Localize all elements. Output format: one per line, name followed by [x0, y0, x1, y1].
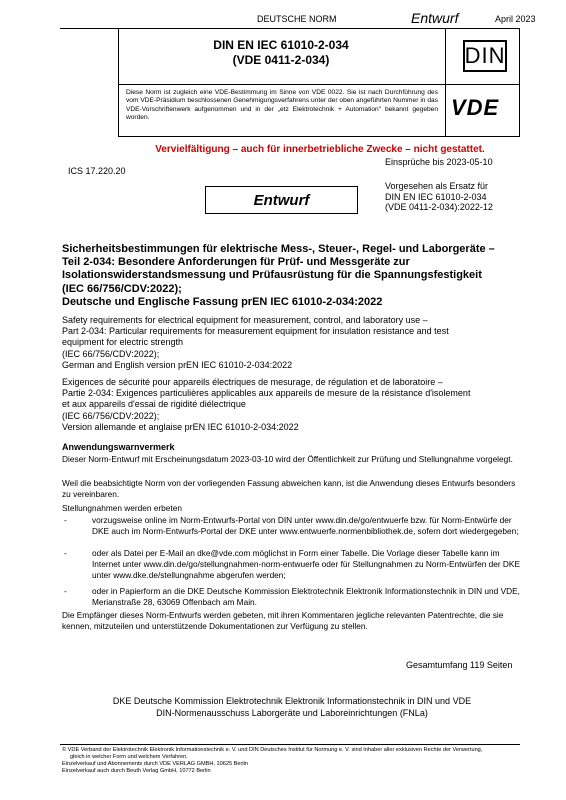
title-french-line: et aux appareils d'essai de rigidité diélectrique [62, 399, 246, 410]
ics-code: ICS 17.220.20 [68, 166, 126, 176]
box-divider-horizontal [119, 84, 519, 85]
title-french-line: Exigences de sécurité pour appareils électriques de mesurage, de régulation et de laboratoire – [62, 377, 443, 387]
replacement-note-line: Vorgesehen als Ersatz für [385, 181, 489, 191]
comments-requested: Stellungnahmen werden erbeten [62, 503, 182, 513]
committee-line: DKE Deutsche Kommission Elektrotechnik Elektronik Informationstechnik in DIN und VDE [112, 696, 472, 706]
title-french-line: (IEC 66/756/CDV:2022); [62, 410, 160, 421]
draft-stamp: Entwurf [205, 186, 358, 214]
reproduction-warning: Vervielfältigung – auch für innerbetriebliche Zwecke – nicht gestattet. [155, 144, 485, 155]
vde-notice: Diese Norm ist zugleich eine VDE-Bestimmung im Sinne von VDE 0022. Sie ist nach Durchführung des vom VDE-Präsidium beschlossenen Genehmigungsverfahrens unter der oben angeführten Nummer in das VDE-Vorschriftenwerk aufgenommen und in der „etz Elektrotechnik + Automation" bekannt gegeben worden. [126, 89, 438, 121]
bullet-dash: - [64, 586, 67, 596]
list-item-text: vorzugsweise online im Norm-Entwurfs-Portal von DIN unter www.din.de/go/entwuerfe bzw. für Norm-Entwürfe der DKE auch im Norm-Entwurfs-Portal der DKE unter www.entwuerfe.normenbibliothek.de, sofern dort wiedergegeben; [92, 515, 519, 536]
title-german-line: Sicherheitsbestimmungen für elektrische Mess-, Steuer-, Regel- und Laborgeräte – [62, 243, 495, 255]
title-french [62, 377, 522, 433]
title-french-line: Version allemande et anglaise prEN IEC 61010-2-034:2022 [62, 421, 299, 432]
title-german-line: Teil 2-034: Besondere Anforderungen für Prüf- und Messgeräte zur [62, 256, 410, 269]
title-german-line: Isolationswiderstandsmessung und Prüfausrüstung für die Spannungsfestigkeit [62, 269, 482, 282]
copyright-line: gleich in welcher Form und welchem Verfahren. [70, 754, 188, 760]
application-warning-paragraph: Weil die beabsichtigte Norm von der vorliegenden Fassung abweichen kann, ist die Anwendung dieses Entwurfs besonders zu vereinbaren. [62, 478, 516, 499]
application-warning-paragraph: Dieser Norm-Entwurf mit Erscheinungsdatum 2023-03-10 wird der Öffentlichkeit zur Prüfung und Stellungnahme vorgelegt. [62, 454, 513, 464]
copyright-line: © VDE Verband der Elektrotechnik Elektronik Informationstechnik e. V. und DIN Deutsches Institut für Normung e. V. sind Inhaber aller exklusiven Rechte der Verwertung, [62, 747, 483, 753]
document-type: DEUTSCHE NORM [257, 14, 337, 24]
copyright-rule [60, 744, 520, 745]
objection-deadline: Einsprüche bis 2023-05-10 [385, 157, 493, 167]
draft-status: Entwurf [411, 10, 459, 26]
title-english-line: equipment for electric strength [62, 337, 184, 348]
replacement-note-line: (VDE 0411-2-034):2022-12 [385, 202, 493, 212]
list-item-text: oder als Datei per E-Mail an dke@vde.com möglichst in Form einer Tabelle. Die Vorlage dieser Tabelle kann im Internet unter www.din.de/go/stellungnahmen-norm-entwuerfe oder für Stellungnahmen zu Norm-Entwürfen der DKE unter www.dke.de/stellungnahme abgerufen werden; [92, 548, 520, 580]
title-english [62, 315, 522, 371]
page-count: Gesamtumfang 119 Seiten [406, 660, 513, 670]
vde-logo: VDE [451, 95, 500, 120]
title-english-line: Safety requirements for electrical equipment for measurement, control, and laboratory use – [62, 315, 428, 325]
box-divider-vertical [445, 28, 446, 136]
copyright-notice [62, 747, 524, 775]
bullet-dash: - [64, 548, 67, 558]
title-english-line: German and English version prEN IEC 61010-2-034:2022 [62, 359, 293, 370]
replacement-note [385, 181, 493, 213]
title-german-line: (IEC 66/756/CDV:2022); [62, 282, 182, 295]
publication-date: April 2023 [495, 14, 536, 24]
title-german-line: Deutsche und Englische Fassung prEN IEC 61010-2-034:2022 [62, 295, 383, 308]
bullet-dash: - [64, 515, 67, 525]
title-german [62, 243, 522, 309]
title-english-line: (IEC 66/756/CDV:2022); [62, 348, 160, 359]
committee-line: DIN-Normenausschuss Laborgeräte und Laboreinrichtungen (FNLa) [156, 707, 428, 718]
din-logo: DIN [463, 40, 507, 72]
committee-footer [62, 696, 522, 719]
standard-number-vde: (VDE 0411-2-034) [232, 53, 330, 67]
list-item-text: oder in Papierform an die DKE Deutsche Kommission Elektrotechnik Elektronik Informationstechnik in DIN und VDE, Merianstraße 28, 63069 Offenbach am Main. [92, 586, 520, 607]
replacement-note-line: DIN EN IEC 61010-2-034 [385, 191, 487, 202]
patent-notice: Die Empfänger dieses Norm-Entwurfs werden gebeten, mit ihren Kommentaren jegliche relevanten Patentrechte, die sie kennen, mitzuteilen und unterstützende Dokumentationen zur Verfügung zu stellen. [62, 610, 504, 631]
standard-number [118, 38, 444, 68]
standard-number-din: DIN EN IEC 61010-2-034 [213, 38, 349, 52]
copyright-line: Einzelverkauf auch durch Beuth Verlag GmbH, 10772 Berlin [62, 768, 211, 774]
title-english-line: Part 2-034: Particular requirements for measurement equipment for insulation resistance and test [62, 326, 449, 337]
title-french-line: Partie 2-034: Exigences particulières applicables aux appareils de mesure de la résistance d'isolement [62, 388, 471, 399]
application-warning-heading: Anwendungswarnvermerk [62, 442, 175, 452]
copyright-line: Einzelverkauf und Abonnements durch VDE VERLAG GMBH, 10625 Berlin [62, 761, 248, 767]
